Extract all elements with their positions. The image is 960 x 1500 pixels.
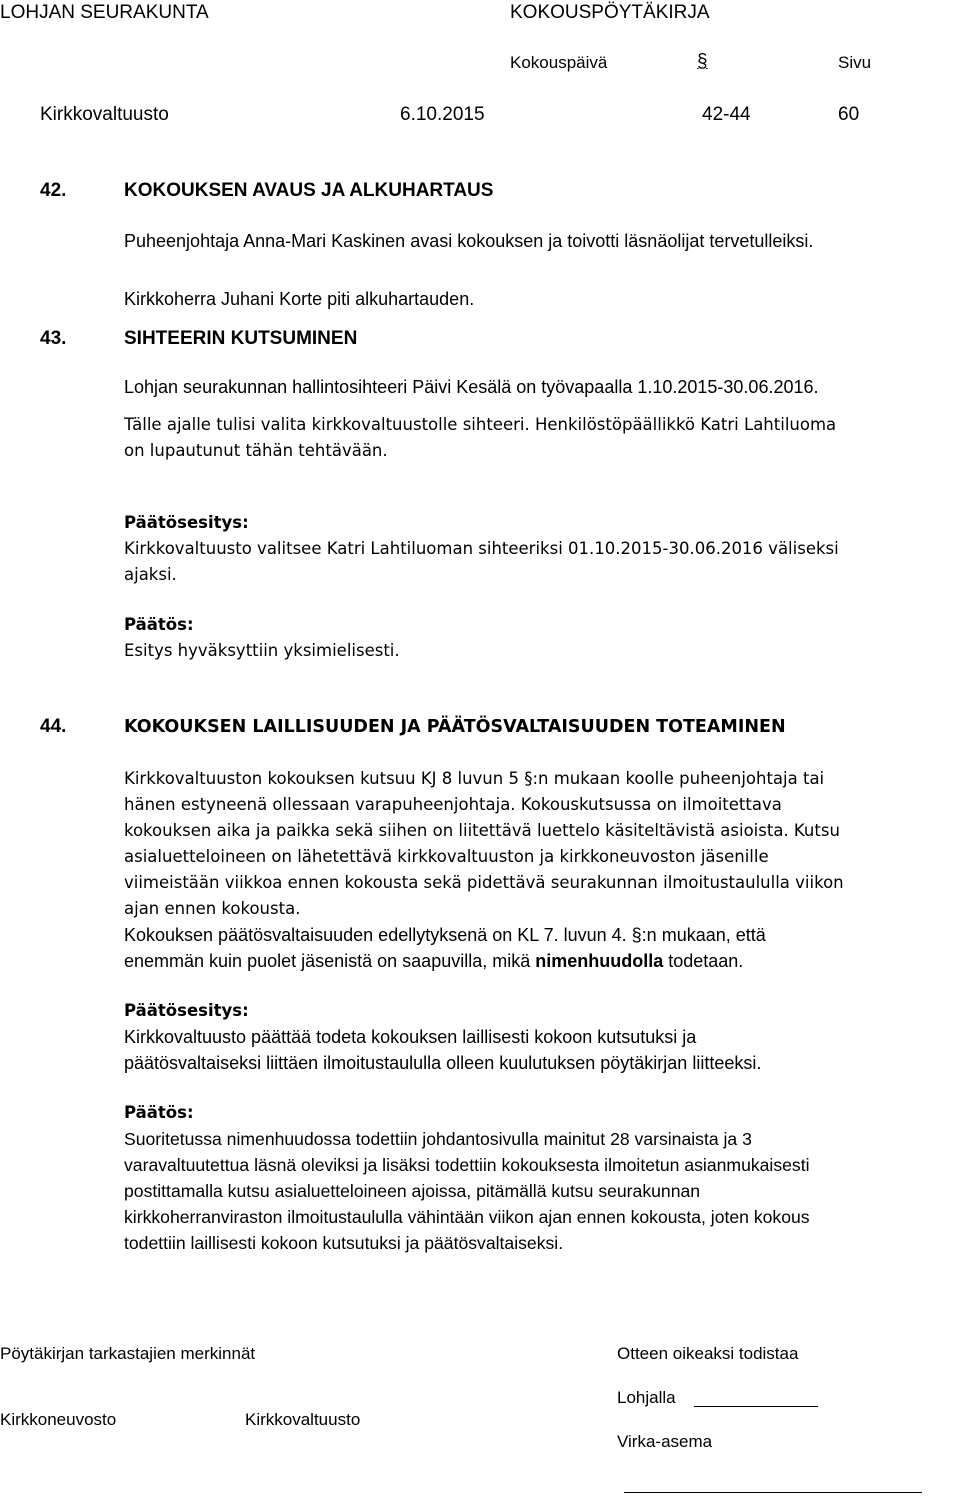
item-44-decision-line: postittamalla kutsu asialuetteloineen ajoissa, pitämällä kutsu seurakunnan bbox=[124, 1181, 701, 1201]
item-42-title: KOKOUKSEN AVAUS JA ALKUHARTAUS bbox=[124, 180, 494, 201]
item-44-quorum-line bbox=[124, 948, 960, 974]
item-44-proposal-line: päätösvaltaiseksi liittäen ilmoitustaululla olleen kuulutuksen pöytäkirjan liitteeksi. bbox=[124, 1053, 762, 1073]
item-42-text bbox=[124, 228, 960, 312]
meeting-body: Kirkkovaltuusto bbox=[40, 104, 169, 125]
assembly-label: Kirkkovaltuusto bbox=[245, 1410, 361, 1429]
item-44-proposal-text bbox=[124, 1024, 960, 1076]
page-label: Sivu bbox=[838, 53, 872, 72]
item-44-decision-text bbox=[124, 1126, 960, 1256]
item-43-line-1: Lohjan seurakunnan hallintosihteeri Päivi Kesälä on työvapaalla 1.10.2015-30.06.2016. bbox=[124, 377, 819, 397]
place-label: Lohjalla bbox=[617, 1388, 676, 1407]
item-43-decision-text: Esitys hyväksyttiin yksimielisesti. bbox=[124, 641, 400, 660]
item-44-body bbox=[124, 766, 960, 922]
meeting-date: 6.10.2015 bbox=[400, 104, 485, 125]
item-42-number: 42. bbox=[40, 180, 67, 201]
item-44-decision-line: varavaltuutettua läsnä oleviksi ja lisäksi todettiin kokouksesta ilmoitetun asianmukaisesti bbox=[124, 1155, 810, 1175]
item-44-quorum bbox=[124, 922, 960, 974]
title-label: Virka-asema bbox=[617, 1432, 713, 1451]
item-44-proposal-line: Kirkkovaltuusto päättää todeta kokouksen laillisesti kokoon kutsutuksi ja bbox=[124, 1027, 697, 1047]
item-43-line: Tälle ajalle tulisi valita kirkkovaltuustolle sihteeri. Henkilöstöpäällikkö Katri Lahtiluoma bbox=[124, 415, 837, 434]
item-44-quorum-line: Kokouksen päätösvaltaisuuden edellytyksenä on KL 7. luvun 4. §:n mukaan, että bbox=[124, 925, 766, 945]
item-44-body-line: hänen estyneenä ollessaan varapuheenjohtaja. Kokouskutsussa on ilmoitettava bbox=[124, 795, 782, 814]
item-43-number: 43. bbox=[40, 328, 67, 349]
section-mark: § bbox=[697, 51, 708, 72]
item-43-proposal-line: ajaksi. bbox=[124, 565, 177, 584]
date-label: Kokouspäivä bbox=[510, 53, 608, 72]
item-43-proposal-line: Kirkkovaltuusto valitsee Katri Lahtiluoman sihteeriksi 01.10.2015-30.06.2016 väliseksi bbox=[124, 539, 839, 558]
item-44-decision-line: todettiin laillisesti kokoon kutsutuksi ja päätösvaltaiseksi. bbox=[124, 1233, 564, 1253]
item-44-body-line: asialuetteloineen on lähetettävä kirkkovaltuuston ja kirkkoneuvoston jäsenille bbox=[124, 847, 769, 866]
item-42-line: Puheenjohtaja Anna-Mari Kaskinen avasi kokouksen ja toivotti läsnäolijat tervetulleiksi. bbox=[124, 231, 814, 251]
item-44-proposal-label: Päätösesitys: bbox=[124, 1001, 249, 1020]
item-43-proposal-text bbox=[124, 536, 960, 588]
item-43-proposal-label: Päätösesitys: bbox=[124, 513, 249, 532]
quorum-emphasis: nimenhuudolla bbox=[535, 951, 664, 971]
item-44-body-line: ajan ennen kokousta. bbox=[124, 899, 301, 918]
certify-label: Otteen oikeaksi todistaa bbox=[617, 1344, 799, 1363]
council-label: Kirkkoneuvosto bbox=[0, 1410, 117, 1429]
quorum-text: enemmän kuin puolet jäsenistä on saapuvilla, mikä bbox=[124, 951, 536, 971]
item-42-line: Kirkkoherra Juhani Korte piti alkuhartauden. bbox=[124, 289, 475, 309]
document-type: KOKOUSPÖYTÄKIRJA bbox=[510, 2, 710, 23]
item-44-body-line: kokouksen aika ja paikka sekä siihen on liitettävä luettelo käsiteltävistä asioista. Kutsu bbox=[124, 821, 840, 840]
section-range: 42-44 bbox=[702, 104, 751, 125]
item-44-title: KOKOUKSEN LAILLISUUDEN JA PÄÄTÖSVALTAISUUDEN TOTEAMINEN bbox=[124, 717, 786, 737]
item-43-decision-label: Päätös: bbox=[124, 615, 194, 634]
page-number: 60 bbox=[838, 104, 860, 125]
item-44-decision-line: kirkkoherranviraston ilmoitustaululla vähintään viikon ajan ennen kokousta, joten kokous bbox=[124, 1207, 810, 1227]
item-44-body-line: viimeistään viikkoa ennen kokousta sekä pidettävä seurakunnan ilmoitustaululla viikon bbox=[124, 873, 844, 892]
item-44-number: 44. bbox=[40, 716, 67, 737]
item-43-text bbox=[124, 412, 960, 464]
item-43-title: SIHTEERIN KUTSUMINEN bbox=[124, 328, 358, 349]
item-44-body-line: Kirkkovaltuuston kokouksen kutsuu KJ 8 luvun 5 §:n mukaan koolle puheenjohtaja tai bbox=[124, 769, 825, 788]
item-44-decision-line: Suoritetussa nimenhuudossa todettiin johdantosivulla mainitut 28 varsinaista ja 3 bbox=[124, 1129, 752, 1149]
reviewers-label: Pöytäkirjan tarkastajien merkinnät bbox=[0, 1344, 256, 1363]
item-43-line: on lupautunut tähän tehtävään. bbox=[124, 441, 388, 460]
place-signature-line bbox=[694, 1406, 818, 1407]
org-name: LOHJAN SEURAKUNTA bbox=[0, 2, 209, 23]
quorum-text-end: todetaan. bbox=[663, 951, 744, 971]
signature-line bbox=[624, 1492, 922, 1493]
item-44-decision-label: Päätös: bbox=[124, 1103, 194, 1122]
